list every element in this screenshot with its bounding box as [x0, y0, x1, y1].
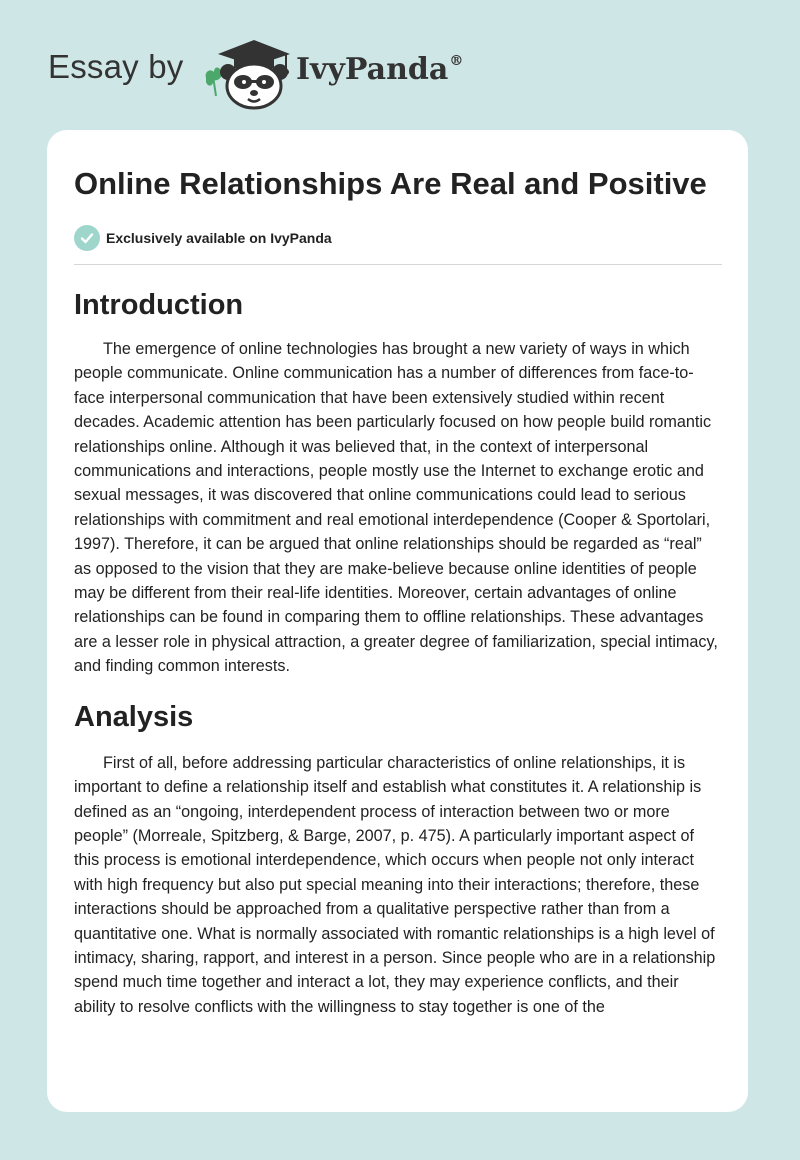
registered-mark: ®	[449, 53, 464, 69]
exclusive-badge	[74, 224, 724, 252]
check-icon	[74, 225, 100, 251]
article-card	[47, 130, 748, 1112]
section-paragraph-analysis: First of all, before addressing particular characteristics of online relationships, it is important to define a relationship itself and establish what constitutes it. A relationship is defined as an “ongoing, interdependent process of interaction between two or more people” (Morreale, Spitzberg, & Barge, 2007, p. 475). A particularly important aspect of this process is emotional interdependence, which occurs when people not only interact with high frequency but also put special meaning into their interactions; therefore, these interactions should be approached from a qualitative perspective rather than from a quantitative one. What is normally associated with romantic relationships is a high level of intimacy, sharing, rapport, and interest in a person. Since people who are in a relationship spend much time together and interact a lot, they may experience conflicts, and their ability to resolve conflicts with the willingness to stay together is one of the	[74, 753, 716, 1016]
brand-name[interactable]	[296, 52, 463, 87]
essay-by-label: Essay by	[48, 48, 184, 85]
site-header	[0, 0, 800, 130]
panda-logo-icon[interactable]	[200, 36, 292, 110]
section-heading-introduction: Introduction	[74, 289, 244, 321]
section-heading-analysis: Analysis	[74, 700, 194, 733]
title-divider	[74, 264, 722, 265]
brand-label: IvyPanda	[296, 52, 449, 87]
article-title: Online Relationships Are Real and Positive	[74, 166, 707, 201]
exclusive-label: Exclusively available on IvyPanda	[106, 230, 332, 246]
section-paragraph-introduction: The emergence of online technologies has brought a new variety of ways in which people communicate. Online communication has a number of differences from face-to-face interpersonal communication that have been extensively studied within recent decades. Academic attention has been particularly focused on how people build romantic relationships online. Although it was believed that, in the context of interpersonal communications and interactions, people mostly use the Internet to exchange erotic and sexual messages, it was discovered that online communications could lead to serious relationships with commitment and real emotional interdependence (Cooper & Sportolari, 1997). Therefore, it can be argued that online relationships should be regarded as “real” as opposed to the vision that they are make-believe because online identities of people may be different from their real-life identities. Moreover, certain advantages of online relationships can be found in comparing them to offline relationships. These advantages are a lesser role in physical attraction, a greater degree of familiarization, special intimacy, and finding common interests.	[74, 340, 718, 676]
article-body	[74, 130, 724, 1019]
